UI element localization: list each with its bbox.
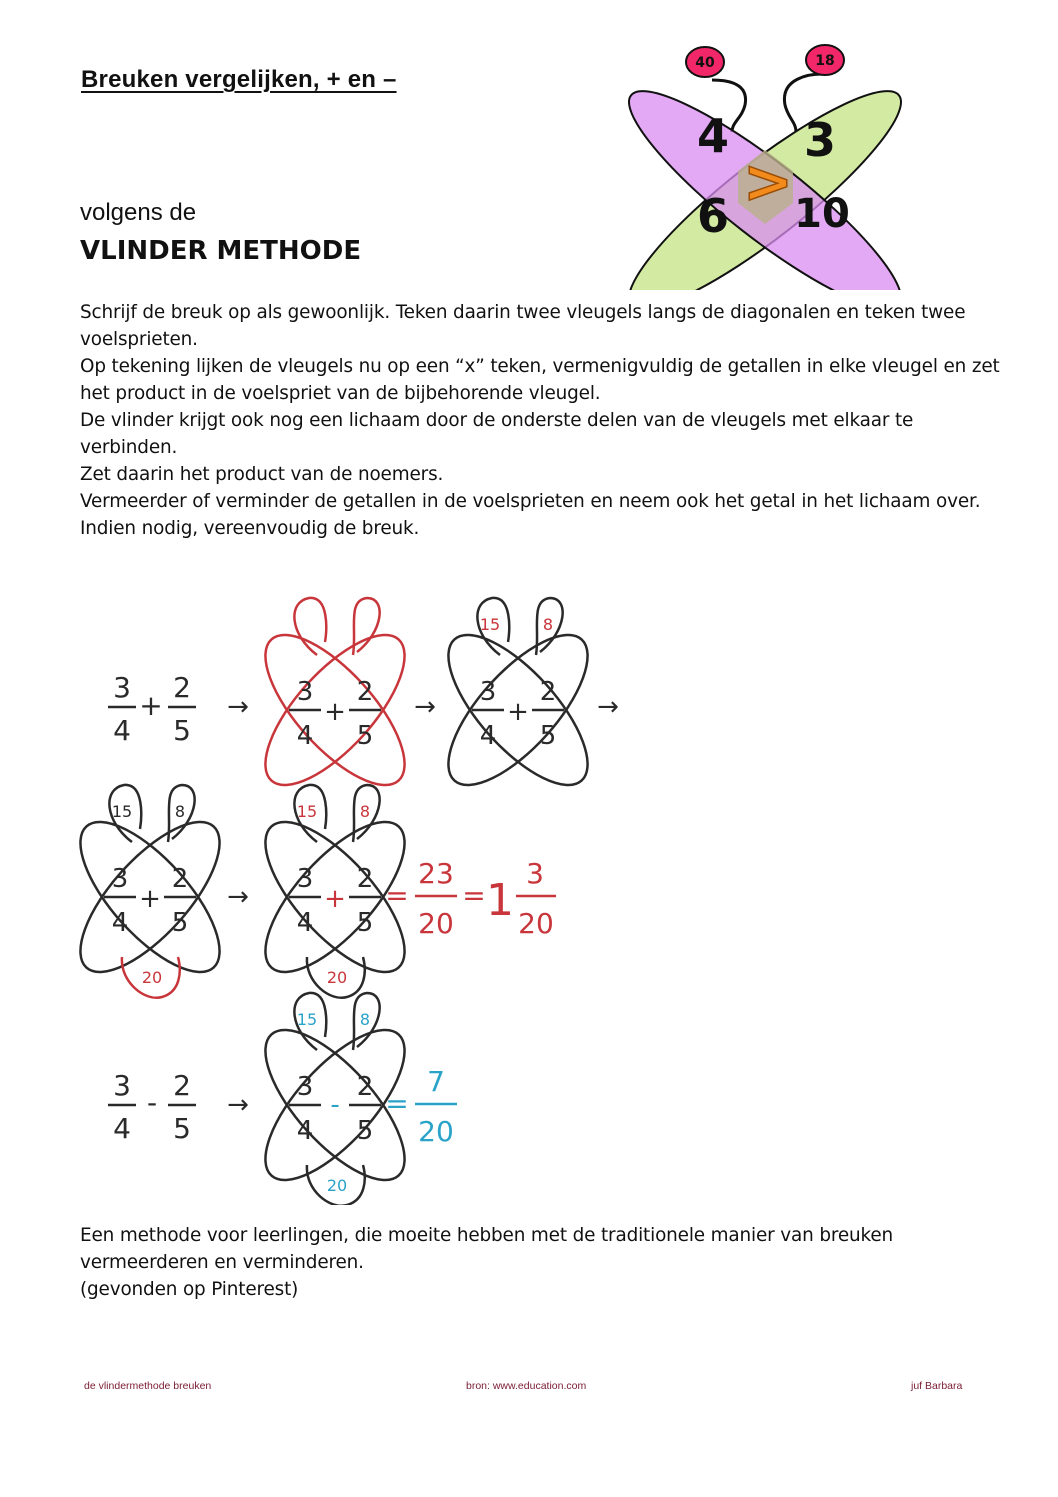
equals-sign: =	[385, 879, 409, 912]
butterfly-step-2	[243, 598, 427, 806]
equals-sign: =	[462, 879, 486, 912]
numerator: 3	[296, 677, 314, 707]
numerator: 3	[296, 864, 314, 894]
denominator: 4	[113, 714, 131, 747]
result-denominator: 20	[418, 1115, 454, 1148]
difference-result	[385, 1065, 457, 1148]
numerator: 2	[173, 671, 191, 704]
logo-greater-than-symbol: >	[742, 147, 794, 217]
antenna-bubble-right	[806, 45, 844, 75]
antenna-right-product: 8	[359, 1010, 371, 1029]
denominator: 4	[479, 721, 497, 751]
denominator: 4	[111, 908, 129, 938]
footer-author: juf Barbara	[911, 1380, 963, 1392]
source-note: (gevonden op Pinterest)	[80, 1279, 299, 1300]
arrow: →	[597, 692, 619, 722]
subtitle-line-1: volgens de	[80, 199, 197, 226]
denominator: 4	[296, 908, 314, 938]
logo-top-right-number: 3	[803, 113, 837, 167]
denominator: 5	[356, 721, 374, 751]
closing-text	[80, 1222, 1000, 1303]
plus-sign: +	[507, 697, 529, 727]
plus-sign: +	[324, 884, 346, 914]
antenna-right-product: 8	[359, 802, 371, 821]
numerator: 2	[171, 864, 189, 894]
instruction-paragraph: Op tekening lijken de vleugels nu op een “x” teken, vermenigvuldig de getallen in elke vleugel en zet het product in de voelspriet van de bijbehorende vleugel.	[80, 356, 1000, 404]
mixed-whole-number: 1	[486, 875, 514, 926]
instruction-paragraph: Zet daarin het product van de noemers.	[80, 464, 444, 485]
antenna-bubble-left	[686, 47, 724, 77]
plus-sign: +	[139, 689, 163, 722]
body-product: 20	[141, 968, 163, 987]
numerator: 2	[356, 677, 374, 707]
logo-antenna-right-value: 18	[815, 53, 835, 69]
sum-result	[385, 857, 556, 940]
antenna-left-product: 15	[111, 802, 133, 821]
denominator: 5	[539, 721, 557, 751]
butterfly-step-3	[426, 598, 610, 806]
mixed-denominator: 20	[518, 907, 554, 940]
footer-left: de vlindermethode breuken	[84, 1380, 212, 1392]
instruction-paragraph: Vermeerder of verminder de getallen in de voelsprieten en neem ook het getal in het lichaam over.	[80, 491, 981, 512]
logo-bottom-right-number: 10	[794, 191, 850, 237]
denominator: 5	[173, 1112, 191, 1145]
numerator: 2	[356, 864, 374, 894]
numerator: 2	[356, 1072, 374, 1102]
worked-example-illustration	[60, 585, 680, 1205]
denominator: 4	[296, 1116, 314, 1146]
arrow: →	[227, 1090, 249, 1120]
equals-sign: =	[385, 1087, 409, 1120]
arrow: →	[227, 882, 249, 912]
minus-sign: -	[330, 1090, 340, 1120]
numerator: 2	[539, 677, 557, 707]
numerator: 3	[111, 864, 129, 894]
denominator: 4	[113, 1112, 131, 1145]
minus-sign: -	[146, 1086, 158, 1119]
numerator: 3	[113, 671, 131, 704]
denominator: 4	[296, 721, 314, 751]
logo-top-left-number: 4	[696, 109, 730, 163]
instructions	[80, 299, 1000, 542]
body-product: 20	[326, 968, 348, 987]
denominator: 5	[171, 908, 189, 938]
numerator: 3	[479, 677, 497, 707]
plus-sign: +	[324, 697, 346, 727]
antenna-left-product: 15	[296, 1010, 318, 1029]
antenna-left-product: 15	[296, 802, 318, 821]
butterfly-step-4	[60, 785, 242, 998]
page-title: Breuken vergelijken, + en –	[81, 66, 397, 93]
antenna-left-product: 15	[479, 615, 501, 634]
result-numerator: 7	[427, 1065, 445, 1098]
example-step-1-fractions	[108, 671, 196, 747]
numerator: 3	[113, 1069, 131, 1102]
plus-sign: +	[139, 884, 161, 914]
subtitle-method-name: VLINDER METHODE	[80, 236, 362, 266]
instruction-paragraph: Indien nodig, vereenvoudig de breuk.	[80, 518, 420, 539]
butterfly-logo-illustration	[600, 40, 930, 290]
denominator: 5	[356, 1116, 374, 1146]
denominator: 5	[173, 714, 191, 747]
result-numerator: 23	[418, 857, 454, 890]
arrow: →	[414, 692, 436, 722]
butterfly-antennae	[294, 598, 379, 655]
closing-paragraph: Een methode voor leerlingen, die moeite hebben met de traditionele manier van breuken vermeerderen en verminderen.	[80, 1225, 894, 1273]
antenna-right-product: 8	[174, 802, 186, 821]
instruction-paragraph: De vlinder krijgt ook nog een lichaam door de onderste delen van de vleugels met elkaar te verbinden.	[80, 410, 914, 458]
example-subtraction-fractions	[108, 1069, 196, 1145]
instruction-paragraph: Schrijf de breuk op als gewoonlijk. Teken daarin twee vleugels langs de diagonalen en teken twee voelsprieten.	[80, 302, 966, 350]
numerator: 2	[173, 1069, 191, 1102]
body-product: 20	[326, 1176, 348, 1195]
result-denominator: 20	[418, 907, 454, 940]
footer-source: bron: www.education.com	[466, 1380, 587, 1392]
antenna-right-product: 8	[542, 615, 554, 634]
logo-bottom-left-number: 6	[696, 189, 730, 243]
arrow: →	[227, 692, 249, 722]
denominator: 5	[356, 908, 374, 938]
logo-antenna-left-value: 40	[695, 55, 715, 71]
numerator: 3	[296, 1072, 314, 1102]
mixed-numerator: 3	[526, 857, 544, 890]
